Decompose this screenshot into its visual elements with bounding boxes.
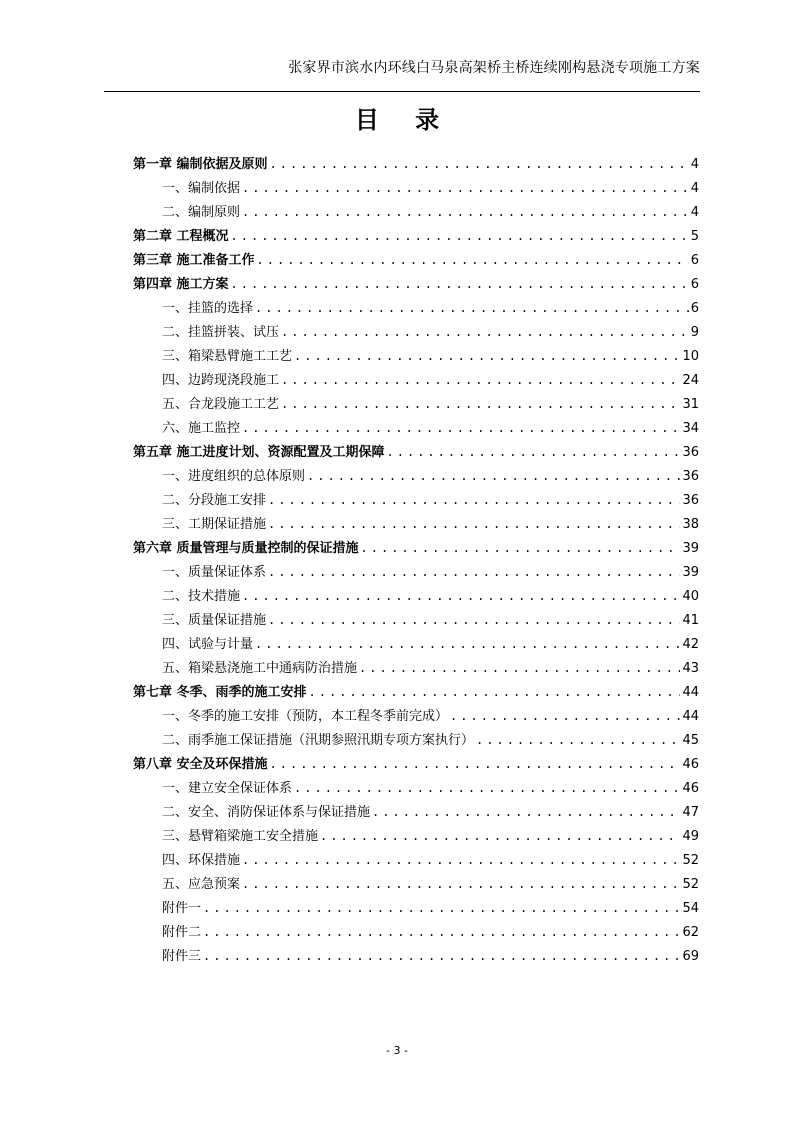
- toc-entry-label: 一、冬季的施工安排（预防，本工程冬季前完成）: [162, 709, 449, 724]
- toc-entry-label: 第七章 冬季、雨季的施工安排: [133, 685, 307, 700]
- toc-chapter-entry[interactable]: [133, 272, 699, 296]
- toc-entry-label: 一、挂篮的选择: [162, 301, 254, 316]
- toc-entry-page-number: 36: [682, 445, 699, 460]
- toc-dot-leader: [268, 560, 680, 584]
- toc-entry-page-number: 34: [682, 421, 699, 436]
- toc-entry-page-number: 52: [682, 853, 699, 868]
- toc-entry-label: 二、雨季施工保证措施（汛期参照汛期专项方案执行）: [162, 733, 475, 748]
- toc-chapter-entry[interactable]: [133, 152, 699, 176]
- toc-dot-leader: [257, 248, 689, 272]
- toc-dot-leader: [270, 152, 689, 176]
- toc-dot-leader: [281, 368, 680, 392]
- toc-dot-leader: [450, 704, 680, 728]
- toc-entry-label: 二、挂篮拼装、试压: [162, 325, 280, 340]
- toc-entry-page-number: 46: [682, 757, 699, 772]
- toc-entry-label: 第二章 工程概况: [133, 229, 229, 244]
- toc-section-entry[interactable]: [133, 920, 699, 944]
- toc-title: 目 录: [354, 105, 454, 134]
- toc-section-entry[interactable]: [133, 416, 699, 440]
- toc-entry-page-number: 49: [682, 829, 699, 844]
- toc-section-entry[interactable]: [133, 872, 699, 896]
- toc-chapter-entry[interactable]: [133, 224, 699, 248]
- toc-entry-page-number: 4: [690, 205, 699, 220]
- toc-entry-page-number: 5: [690, 229, 699, 244]
- toc-section-entry[interactable]: [133, 944, 699, 968]
- toc-entry-label: 二、安全、消防保证体系与保证措施: [162, 805, 371, 820]
- toc-entry-label: 第五章 施工进度计划、资源配置及工期保障: [133, 445, 385, 460]
- toc-entry-label: 三、工期保证措施: [162, 517, 267, 532]
- toc-entry-page-number: 36: [682, 493, 699, 508]
- toc-section-entry[interactable]: [133, 320, 699, 344]
- toc-dot-leader: [231, 224, 689, 248]
- toc-entry-label: 第六章 质量管理与质量控制的保证措施: [133, 541, 359, 556]
- toc-entry-page-number: 36: [682, 469, 699, 484]
- toc-entry-label: 二、技术措施: [162, 589, 241, 604]
- toc-dot-leader: [203, 944, 680, 968]
- toc-entry-label: 五、箱梁悬浇施工中通病防治措施: [162, 661, 358, 676]
- toc-section-entry[interactable]: [133, 560, 699, 584]
- toc-entry-label: 一、进度组织的总体原则: [162, 469, 306, 484]
- toc-dot-leader: [387, 440, 681, 464]
- toc-dot-leader: [361, 536, 681, 560]
- toc-section-entry[interactable]: [133, 344, 699, 368]
- toc-section-entry[interactable]: [133, 176, 699, 200]
- toc-entry-page-number: 9: [690, 325, 699, 340]
- toc-chapter-entry[interactable]: [133, 536, 699, 560]
- toc-entry-label: 附件一: [162, 901, 202, 916]
- toc-entry-page-number: 43: [682, 661, 699, 676]
- toc-entry-page-number: 39: [682, 541, 699, 556]
- toc-section-entry[interactable]: [133, 824, 699, 848]
- toc-entry-page-number: 52: [682, 877, 699, 892]
- toc-entry-label: 四、边跨现浇段施工: [162, 373, 280, 388]
- toc-dot-leader: [281, 320, 689, 344]
- toc-dot-leader: [242, 416, 680, 440]
- toc-entry-page-number: 38: [682, 517, 699, 532]
- toc-entry-label: 三、箱梁悬臂施工工艺: [162, 349, 293, 364]
- toc-section-entry[interactable]: [133, 656, 699, 680]
- toc-dot-leader: [476, 728, 680, 752]
- toc-dot-leader: [359, 656, 680, 680]
- toc-dot-leader: [242, 200, 689, 224]
- toc-entry-label: 五、合龙段施工工艺: [162, 397, 280, 412]
- toc-dot-leader: [255, 296, 689, 320]
- toc-entry-label: 三、质量保证措施: [162, 613, 267, 628]
- toc-entry-page-number: 6: [690, 253, 699, 268]
- toc-entry-label: 附件二: [162, 925, 202, 940]
- toc-dot-leader: [242, 176, 689, 200]
- toc-entry-page-number: 45: [682, 733, 699, 748]
- toc-entry-page-number: 46: [682, 781, 699, 796]
- toc-dot-leader: [242, 584, 680, 608]
- toc-entry-page-number: 62: [682, 925, 699, 940]
- toc-entry-label: 第三章 施工准备工作: [133, 253, 255, 268]
- toc-section-entry[interactable]: [133, 464, 699, 488]
- toc-dot-leader: [268, 488, 680, 512]
- toc-section-entry[interactable]: [133, 800, 699, 824]
- toc-section-entry[interactable]: [133, 728, 699, 752]
- toc-entry-page-number: 47: [682, 805, 699, 820]
- toc-dot-leader: [203, 920, 680, 944]
- toc-chapter-entry[interactable]: [133, 248, 699, 272]
- toc-dot-leader: [231, 272, 689, 296]
- toc-dot-leader: [320, 824, 680, 848]
- toc-entry-page-number: 31: [682, 397, 699, 412]
- toc-entry-label: 五、应急预案: [162, 877, 241, 892]
- toc-dot-leader: [372, 800, 680, 824]
- toc-dot-leader: [309, 680, 681, 704]
- toc-section-entry[interactable]: [133, 704, 699, 728]
- toc-entry-page-number: 39: [682, 565, 699, 580]
- toc-entry-label: 第四章 施工方案: [133, 277, 229, 292]
- toc-section-entry[interactable]: [133, 896, 699, 920]
- toc-dot-leader: [281, 392, 680, 416]
- toc-section-entry[interactable]: [133, 392, 699, 416]
- page-number: - 3 -: [386, 1044, 408, 1057]
- toc-entry-page-number: 24: [682, 373, 699, 388]
- toc-entry-page-number: 40: [682, 589, 699, 604]
- toc-entry-label: 第八章 安全及环保措施: [133, 757, 268, 772]
- toc-section-entry[interactable]: [133, 512, 699, 536]
- toc-dot-leader: [242, 848, 680, 872]
- toc-entry-page-number: 54: [682, 901, 699, 916]
- toc-entry-label: 四、环保措施: [162, 853, 241, 868]
- running-header-title: 张家界市滨水内环线白马泉高架桥主桥连续刚构悬浇专项施工方案: [288, 60, 700, 76]
- toc-entry-label: 四、试验与计量: [162, 637, 254, 652]
- toc-section-entry[interactable]: [133, 200, 699, 224]
- table-of-contents: [133, 152, 699, 968]
- toc-dot-leader: [294, 344, 680, 368]
- toc-entry-label: 一、建立安全保证体系: [162, 781, 293, 796]
- toc-dot-leader: [294, 776, 680, 800]
- toc-section-entry[interactable]: [133, 584, 699, 608]
- toc-entry-page-number: 69: [682, 949, 699, 964]
- toc-section-entry[interactable]: [133, 368, 699, 392]
- toc-entry-page-number: 4: [690, 181, 699, 196]
- toc-entry-label: 一、编制依据: [162, 181, 241, 196]
- toc-entry-label: 三、悬臂箱梁施工安全措施: [162, 829, 319, 844]
- toc-entry-page-number: 41: [682, 613, 699, 628]
- toc-section-entry[interactable]: [133, 296, 699, 320]
- toc-section-entry[interactable]: [133, 488, 699, 512]
- toc-entry-page-number: 10: [682, 349, 699, 364]
- toc-dot-leader: [268, 512, 680, 536]
- toc-dot-leader: [307, 464, 680, 488]
- toc-section-entry[interactable]: [133, 848, 699, 872]
- toc-entry-label: 二、编制原则: [162, 205, 241, 220]
- toc-entry-page-number: 42: [682, 637, 699, 652]
- toc-entry-page-number: 44: [682, 685, 699, 700]
- toc-entry-label: 六、施工监控: [162, 421, 241, 436]
- toc-entry-page-number: 6: [690, 277, 699, 292]
- header-rule: [104, 91, 700, 92]
- toc-entry-label: 一、质量保证体系: [162, 565, 267, 580]
- toc-dot-leader: [242, 872, 680, 896]
- toc-chapter-entry[interactable]: [133, 440, 699, 464]
- toc-entry-label: 第一章 编制依据及原则: [133, 157, 268, 172]
- toc-section-entry[interactable]: [133, 632, 699, 656]
- toc-chapter-entry[interactable]: [133, 752, 699, 776]
- toc-chapter-entry[interactable]: [133, 680, 699, 704]
- toc-entry-page-number: 44: [682, 709, 699, 724]
- toc-dot-leader: [255, 632, 680, 656]
- toc-section-entry[interactable]: [133, 608, 699, 632]
- toc-entry-page-number: 6: [690, 301, 699, 316]
- toc-entry-page-number: 4: [690, 157, 699, 172]
- toc-entry-label: 附件三: [162, 949, 202, 964]
- toc-dot-leader: [203, 896, 680, 920]
- toc-dot-leader: [268, 608, 680, 632]
- toc-section-entry[interactable]: [133, 776, 699, 800]
- toc-dot-leader: [270, 752, 681, 776]
- toc-entry-label: 二、分段施工安排: [162, 493, 267, 508]
